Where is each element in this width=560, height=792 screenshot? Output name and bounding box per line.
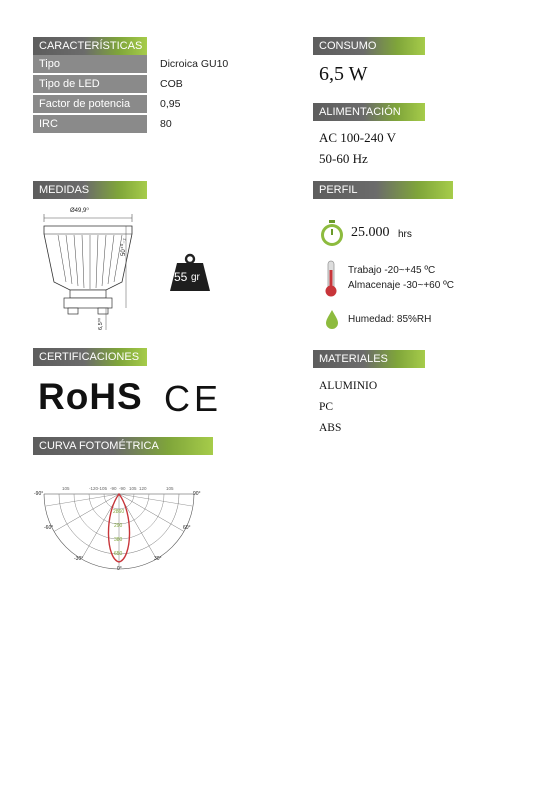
ring-label: 290 (114, 523, 123, 529)
spec-label-tipo-led: Tipo de LED (33, 75, 147, 93)
angle-label: -60° (44, 525, 54, 531)
weight-unit: gr (191, 272, 200, 283)
lifetime-value: 25.000 (351, 225, 390, 240)
weight-value: 55 (174, 270, 188, 284)
curva-header (33, 437, 213, 455)
caracteristicas-title: CARACTERÍSTICAS (39, 40, 143, 52)
timer-icon (319, 219, 345, 247)
rohs-logo: RoHS (38, 376, 143, 417)
consumo-value: 6,5 W (319, 63, 368, 85)
top-label: -105 (98, 486, 108, 491)
bulb-dimension-drawing (36, 204, 146, 334)
humidity-drop-icon (325, 309, 339, 329)
angle-label: -90° (34, 491, 44, 497)
top-label: 105 (166, 486, 174, 491)
curva-title: CURVA FOTOMÉTRICA (39, 440, 159, 452)
caracteristicas-header (33, 37, 147, 55)
humedad: Humedad: 85%RH (348, 314, 432, 325)
temp-almacenaje: Almacenaje -30~+60 ºC (348, 280, 454, 291)
material-item: ABS (319, 422, 342, 434)
thermometer-icon (324, 260, 338, 298)
material-item: ALUMINIO (319, 380, 378, 392)
dimension-base: 6,5⁰⁰ (98, 317, 104, 330)
dimension-diameter: Ø49,9⁰ (70, 208, 89, 214)
angle-label: 60° (183, 525, 191, 531)
spec-label-irc: IRC (33, 115, 147, 133)
angle-label: 90° (193, 491, 201, 497)
top-label: 105 (129, 486, 137, 491)
certificaciones-title: CERTIFICACIONES (39, 351, 140, 363)
angle-label: 30° (154, 556, 162, 562)
ring-label: 380 (114, 537, 123, 543)
alimentacion-header (313, 103, 425, 121)
top-label: -120 (89, 486, 99, 491)
materiales-title: MATERIALES (319, 353, 388, 365)
spec-value-factor: 0,95 (160, 98, 181, 110)
perfil-header (313, 181, 453, 214)
ring-label: 650 (114, 551, 123, 557)
lifetime-unit: hrs (398, 229, 412, 240)
materiales-header (313, 350, 425, 368)
spec-label-tipo: Tipo (33, 55, 147, 73)
spec-value-irc: 80 (160, 118, 172, 130)
perfil-title: PERFIL MEDIOAMBIENTAL (319, 184, 417, 214)
spec-value-tipo: Dicroica GU10 (160, 58, 229, 70)
top-label: 120 (139, 486, 147, 491)
spec-label-factor: Factor de potencia (33, 95, 147, 113)
alimentacion-voltage: AC 100-240 V (319, 130, 397, 145)
dimension-height: 50⁺⁰₋₂ (121, 238, 127, 256)
angle-label: 0° (117, 566, 122, 572)
spec-value-tipo-led: COB (160, 78, 183, 90)
top-label: -90 (110, 486, 117, 491)
alimentacion-frequency: 50-60 Hz (319, 151, 368, 166)
medidas-header (33, 181, 147, 199)
angle-label: -30° (74, 556, 84, 562)
temp-trabajo: Trabajo -20~+45 ºC (348, 265, 436, 276)
top-label: 105 (62, 486, 70, 491)
material-item: PC (319, 401, 334, 413)
photometric-curve (34, 484, 204, 574)
alimentacion-title: ALIMENTACIÓN (319, 106, 401, 118)
ce-mark: CE (164, 378, 223, 419)
certificaciones-header (33, 348, 147, 366)
medidas-title: MEDIDAS (39, 184, 90, 196)
ring-label: 2860 (113, 509, 125, 515)
consumo-title: CONSUMO (319, 40, 377, 52)
consumo-header (313, 37, 425, 55)
top-label: -90 (119, 486, 126, 491)
